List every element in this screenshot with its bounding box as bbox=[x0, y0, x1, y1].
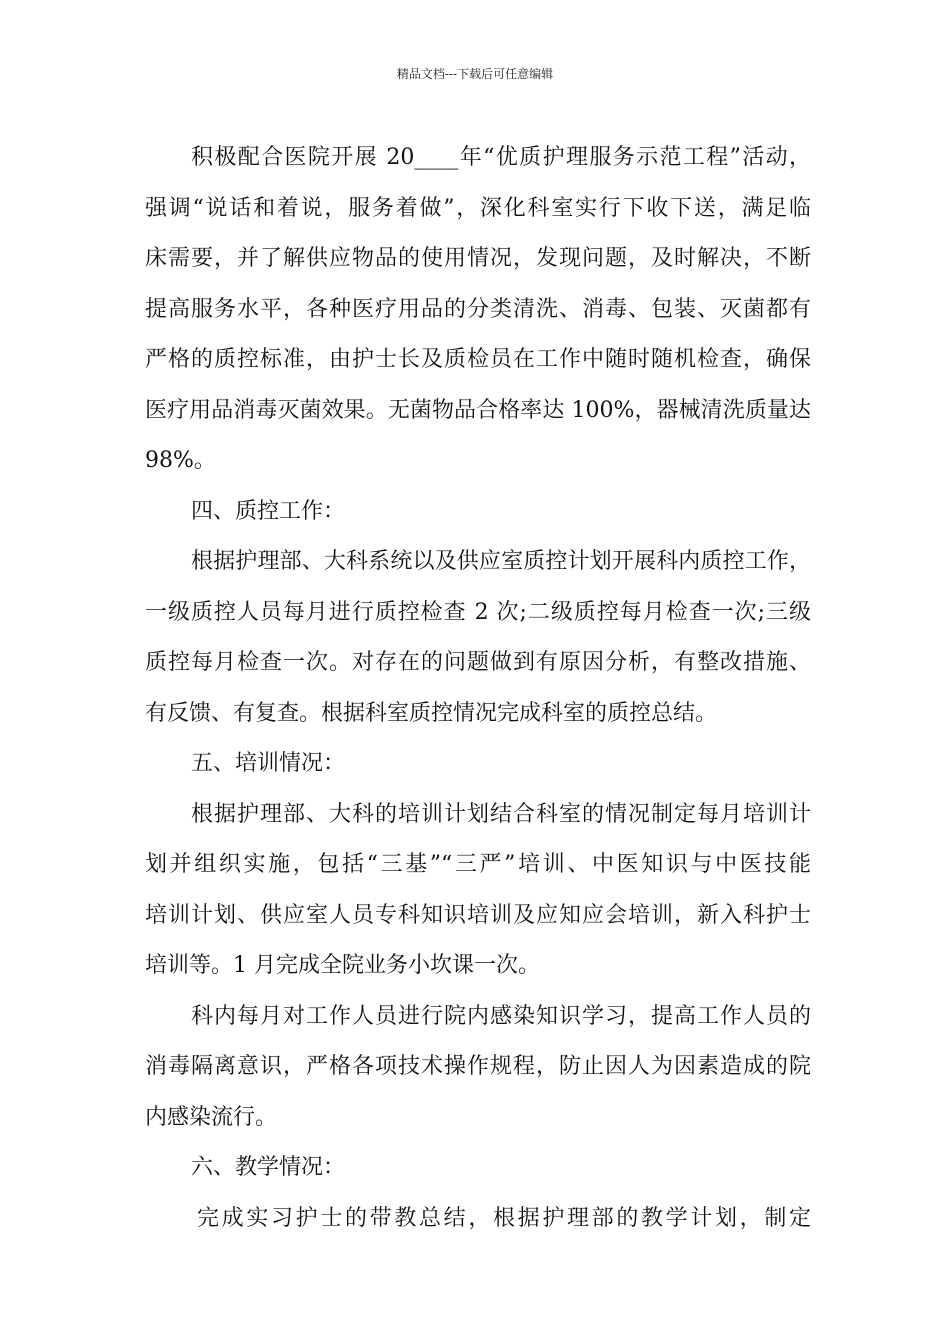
section-heading: 六、教学情况： bbox=[191, 1155, 346, 1180]
paragraph-line: 根据护理部、大科系统以及供应室质控计划开展科内质控工作， bbox=[191, 549, 811, 574]
paragraph-line: 内感染流行。 bbox=[145, 1104, 278, 1130]
paragraph-line: 消毒隔离意识，严格各项技术操作规程，防止因人为因素造成的院 bbox=[145, 1054, 811, 1079]
paragraph-line: 根据护理部、大科的培训计划结合科室的情况制定每月培训计 bbox=[191, 801, 811, 827]
paragraph-line: 质控每月检查一次。对存在的问题做到有原因分析，有整改措施、 bbox=[145, 650, 811, 675]
paragraph-line: 培训计划、供应室人员专科知识培训及应知应会培训，新入科护士 bbox=[145, 902, 811, 928]
paragraph-line: 科内每月对工作人员进行院内感染知识学习，提高工作人员的 bbox=[191, 1003, 811, 1029]
page-header: 精品文档---下载后可任意编辑 bbox=[396, 67, 554, 81]
paragraph-line: 完成实习护士的带教总结，根据护理部的教学计划，制定 bbox=[197, 1205, 811, 1231]
paragraph-line: 有反馈、有复查。根据科室质控情况完成科室的质控总结。 bbox=[145, 700, 718, 726]
paragraph-line: 培训等。1 月完成全院业务小坎课一次。 bbox=[145, 953, 540, 978]
paragraph-line: 强调“说话和着说，服务着做”，深化科室实行下收下送，满足临 bbox=[145, 195, 811, 221]
section-heading: 五、培训情况： bbox=[191, 751, 346, 776]
paragraph-line: 提高服务水平，各种医疗用品的分类清洗、消毒、包装、灭菌都有 bbox=[145, 296, 811, 322]
document-body bbox=[145, 133, 811, 1244]
paragraph-line: 积极配合医院开展 20____年“优质护理服务示范工程”活动， bbox=[191, 145, 811, 170]
paragraph-line: 医疗用品消毒灭菌效果。无菌物品合格率达 100%，器械清洗质量达 bbox=[145, 397, 811, 423]
section-heading: 四、质控工作： bbox=[191, 498, 346, 524]
paragraph-line: 划并组织实施，包括“三基”“三严”培训、中医知识与中医技能 bbox=[145, 852, 811, 877]
paragraph-line: 严格的质控标准，由护士长及质检员在工作中随时随机检查，确保 bbox=[145, 347, 811, 372]
paragraph-line: 床需要，并了解供应物品的使用情况，发现问题，及时解决，不断 bbox=[145, 246, 811, 271]
paragraph-line: 一级质控人员每月进行质控检查 2 次;二级质控每月检查一次;三级 bbox=[145, 599, 811, 625]
paragraph-line: 98%。 bbox=[145, 448, 216, 473]
